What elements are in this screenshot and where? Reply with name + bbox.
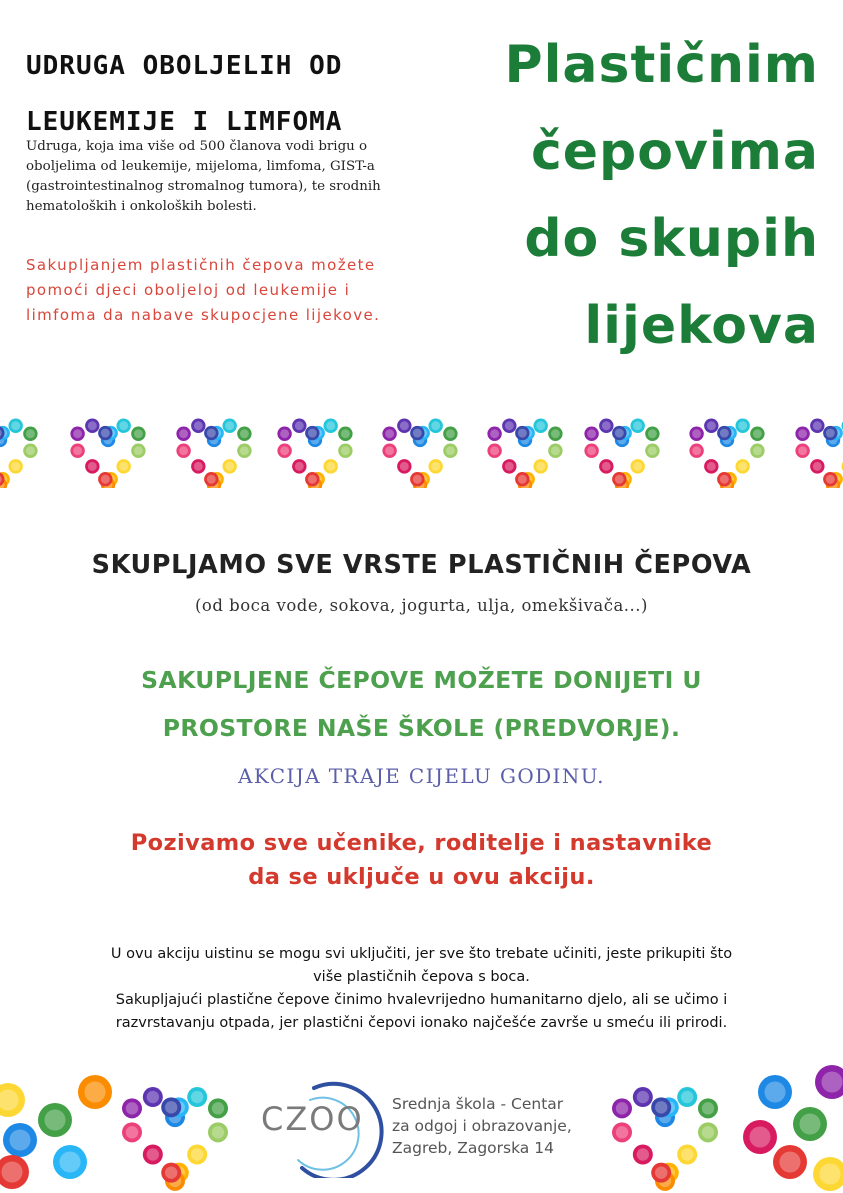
bottle-cap — [515, 472, 529, 486]
bottle-cap — [698, 1122, 718, 1142]
bottle-cap — [53, 1145, 87, 1179]
bottle-cap — [131, 427, 145, 441]
bottle-cap — [677, 1144, 697, 1164]
bottle-cap — [161, 1163, 181, 1183]
bottle-cap — [222, 419, 236, 433]
bottle-cap — [397, 459, 411, 473]
bottle-cap — [70, 444, 84, 458]
bottle-cap — [810, 419, 824, 433]
collection-subtitle: (od boca vode, sokova, jogurta, ulja, omekšivača...) — [195, 596, 648, 615]
duration-text: AKCIJA TRAJE CIJELU GODINU. — [238, 764, 605, 788]
bottle-cap — [122, 1098, 142, 1118]
bottle-cap — [38, 1103, 72, 1137]
bottle-cap — [176, 427, 190, 441]
heart-of-bottle-caps-icon — [584, 419, 659, 488]
dropoff-info — [0, 656, 843, 752]
bottle-cap — [85, 459, 99, 473]
heart-of-bottle-caps-icon — [689, 419, 764, 488]
bottle-cap — [698, 1098, 718, 1118]
bottle-cap — [382, 427, 396, 441]
headline-line4: lijekova — [584, 296, 819, 356]
bottle-cap — [773, 1145, 807, 1179]
bottle-cap — [502, 459, 516, 473]
bottle-cap — [689, 427, 703, 441]
bottle-cap — [323, 459, 337, 473]
bottle-cap — [23, 444, 37, 458]
invitation-line2: da se uključe u ovu akciju. — [248, 864, 595, 890]
bottle-cap — [651, 1163, 671, 1183]
bottle-cap — [237, 444, 251, 458]
bottle-cap — [305, 426, 319, 440]
bottle-cap — [98, 426, 112, 440]
bottle-cap — [502, 419, 516, 433]
bottle-cap — [8, 459, 22, 473]
bottle-cap — [338, 427, 352, 441]
dropoff-line1: SAKUPLJENE ČEPOVE MOŽETE DONIJETI U — [141, 666, 702, 694]
bottle-cap — [323, 419, 337, 433]
bottle-cap — [487, 427, 501, 441]
bottle-cap — [8, 419, 22, 433]
bottle-cap — [143, 1144, 163, 1164]
headline-line3: do skupih — [524, 209, 819, 269]
organization-title — [26, 38, 426, 150]
bottle-cap — [143, 1087, 163, 1107]
school-line2: za odgoj i obrazovanje, — [392, 1117, 572, 1135]
bottle-cap — [689, 444, 703, 458]
heart-of-bottle-caps-icon — [122, 1087, 228, 1191]
bottle-cap — [397, 419, 411, 433]
bottle-cap — [704, 419, 718, 433]
bottle-cap — [187, 1087, 207, 1107]
school-info — [392, 1093, 622, 1159]
bottle-cap — [191, 419, 205, 433]
bottle-cap — [410, 426, 424, 440]
bottle-cap — [3, 1123, 37, 1157]
bottle-cap — [823, 472, 837, 486]
body-paragraph — [60, 943, 783, 1035]
bottle-cap — [584, 444, 598, 458]
invitation-text — [0, 826, 843, 894]
heart-of-bottle-caps-icon — [382, 419, 457, 488]
bottle-cap — [533, 419, 547, 433]
bottle-cap — [0, 1083, 25, 1117]
bottle-cap — [533, 459, 547, 473]
heart-of-bottle-caps-icon — [277, 419, 352, 488]
bottle-cap — [717, 472, 731, 486]
bottle-cap — [116, 419, 130, 433]
collection-title: SKUPLJAMO SVE VRSTE PLASTIČNIH ČEPOVA — [91, 550, 752, 580]
bottle-cap — [116, 459, 130, 473]
bottle-cap — [743, 1120, 777, 1154]
bottle-cap — [443, 444, 457, 458]
bottle-cap — [428, 419, 442, 433]
bottle-cap — [237, 427, 251, 441]
bottle-cap — [735, 459, 749, 473]
bottle-cap — [677, 1087, 697, 1107]
bottle-cap — [187, 1144, 207, 1164]
bottle-cap — [758, 1075, 792, 1109]
organization-description: Udruga, koja ima više od 500 članova vodi brigu o oboljelima od leukemije, mijeloma, limfoma, GIST-a (gastrointestinalnog stromalnog tumora), te srodnih hematoloških i onkoloških bolesti. — [26, 139, 381, 214]
bottle-cap — [292, 419, 306, 433]
appeal-text: Sakupljanjem plastičnih čepova možete pomoći djeci oboljeloj od leukemije i limfoma da nabave skupocjene lijekove. — [26, 256, 381, 324]
headline — [439, 22, 819, 370]
invitation-line1: Pozivamo sve učenike, roditelje i nastavnike — [130, 830, 713, 856]
heart-of-bottle-caps-icon — [70, 419, 145, 488]
bottle-cap — [645, 444, 659, 458]
bottle-cap — [823, 426, 837, 440]
bottle-cap — [795, 444, 809, 458]
bottle-cap — [292, 459, 306, 473]
bottle-cap — [208, 1122, 228, 1142]
bottle-cap — [131, 444, 145, 458]
bottle-cap — [795, 427, 809, 441]
bottle-cap — [85, 419, 99, 433]
bottle-cap — [750, 427, 764, 441]
bottle-cap — [277, 427, 291, 441]
bottle-cap — [23, 427, 37, 441]
bottle-cap — [612, 426, 626, 440]
bottle-cap — [815, 1065, 843, 1099]
body-line1: U ovu akciju uistinu se mogu svi uključiti, jer sve što trebate učiniti, jeste prikupiti što — [110, 946, 733, 962]
body-line3: Sakupljajući plastične čepove činimo hvalevrijedno humanitarno djelo, ali se učimo i — [115, 992, 728, 1008]
heart-of-bottle-caps-icon — [612, 1087, 718, 1191]
bottle-cap — [599, 459, 613, 473]
czoo-logo-text: CZOO — [261, 1100, 364, 1138]
bottle-cap — [161, 1097, 181, 1117]
bottle-cap — [487, 444, 501, 458]
bottle-cap — [410, 472, 424, 486]
body-line2: više plastičnih čepova s boca. — [313, 969, 530, 985]
bottle-cap — [0, 1155, 29, 1189]
bottle-cap — [584, 427, 598, 441]
bottle-cap — [443, 427, 457, 441]
bottle-cap — [515, 426, 529, 440]
bottle-cap — [191, 459, 205, 473]
headline-line1: Plastičnim — [504, 35, 819, 95]
heart-of-bottle-caps-icon — [795, 419, 843, 488]
bottle-cap — [645, 427, 659, 441]
headline-line2: čepovima — [530, 122, 819, 182]
bottle-cap — [717, 426, 731, 440]
bottle-cap — [222, 459, 236, 473]
bottle-cap — [651, 1097, 671, 1117]
heart-of-bottle-caps-icon — [176, 419, 251, 488]
bottle-cap — [750, 444, 764, 458]
bottle-cap — [548, 427, 562, 441]
bottle-cap — [633, 1144, 653, 1164]
dropoff-line2: PROSTORE NAŠE ŠKOLE (PREDVORJE). — [162, 714, 681, 742]
bottle-cap — [98, 472, 112, 486]
bottle-cap — [277, 444, 291, 458]
school-line1: Srednja škola - Centar — [392, 1095, 564, 1113]
organization-title-line2: LEUKEMIJE I LIMFOMA — [26, 107, 343, 137]
bottle-cap — [338, 444, 352, 458]
bottle-cap — [793, 1107, 827, 1141]
bottle-cap — [630, 459, 644, 473]
bottle-cap — [204, 472, 218, 486]
bottle-cap — [630, 419, 644, 433]
bottle-cap — [204, 426, 218, 440]
bottle-cap — [70, 427, 84, 441]
bottle-cap — [382, 444, 396, 458]
bottle-cap — [305, 472, 319, 486]
bottle-cap — [208, 1098, 228, 1118]
organization-title-line1: UDRUGA OBOLJELIH OD — [26, 51, 343, 81]
heart-of-bottle-caps-icon — [0, 419, 38, 488]
bottle-cap — [548, 444, 562, 458]
bottle-cap — [735, 419, 749, 433]
bottle-cap — [704, 459, 718, 473]
bottle-cap — [428, 459, 442, 473]
bottle-cap — [599, 419, 613, 433]
bottle-cap — [612, 472, 626, 486]
cap-hearts-row — [0, 402, 843, 488]
bottle-cap — [78, 1075, 112, 1109]
heart-of-bottle-caps-icon — [487, 419, 562, 488]
bottle-cap — [810, 459, 824, 473]
body-line4: razvrstavanju otpada, jer plastični čepovi ionako najčešće završe u smeću ili prirodi. — [115, 1015, 728, 1031]
bottle-cap — [633, 1087, 653, 1107]
bottle-cap — [176, 444, 190, 458]
bottle-cap — [122, 1122, 142, 1142]
bottle-cap — [813, 1157, 843, 1191]
school-line3: Zagreb, Zagorska 14 — [392, 1139, 554, 1157]
